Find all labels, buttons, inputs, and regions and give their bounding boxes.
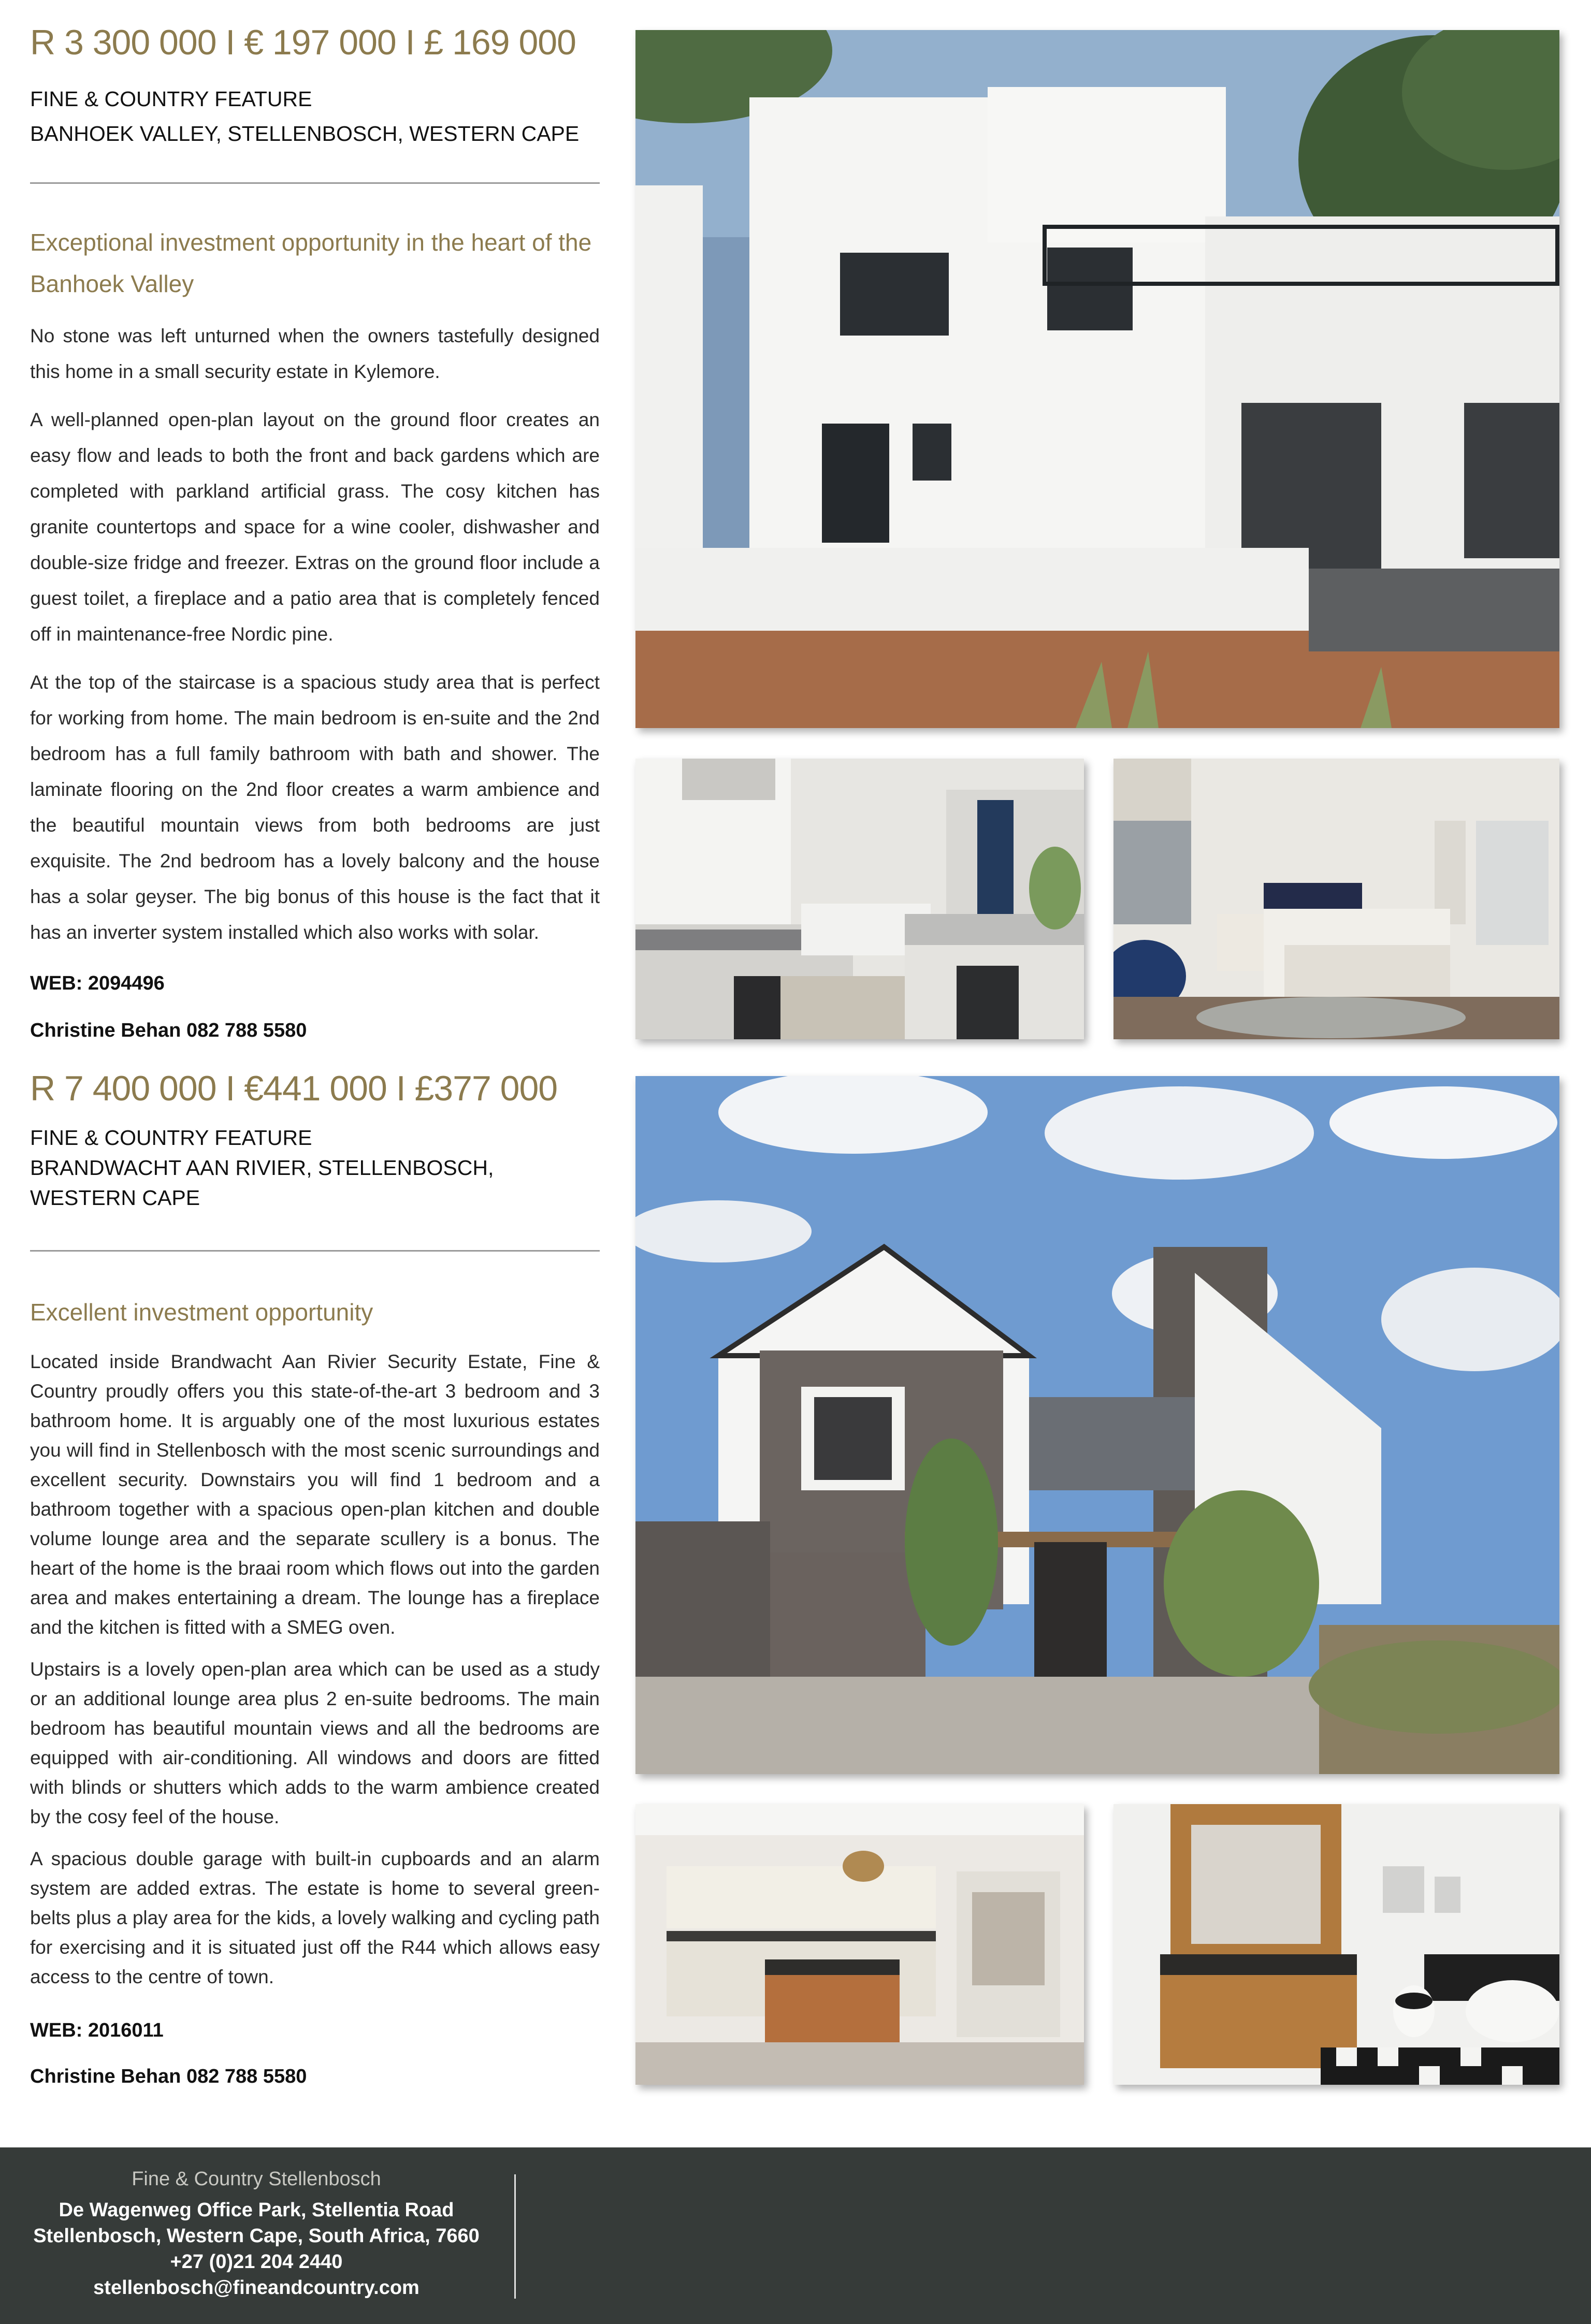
listing-2-location-line-2: WESTERN CAPE (30, 1186, 200, 1210)
listing-1-kitchen-photo (635, 759, 1084, 1039)
listing-1-web-ref: WEB: 2094496 (30, 972, 165, 994)
listing-2-exterior-photo (635, 1076, 1559, 1774)
listing-2-bathroom-photo (1113, 1804, 1559, 2085)
footer (0, 2147, 1591, 2324)
listing-1-paragraph: A well-planned open-plan layout on the ground floor creates an easy flow and leads to both the front and back gardens which are completed with parkland artificial grass. The cosy kitchen has granite countertops and space for a wine cooler, dishwasher and double-size fridge and freezer. Extras on the ground floor include a guest toilet, a fireplace and a patio area that is completely fenced off in maintenance-free Nordic pine. (30, 409, 600, 645)
listing-1-description (30, 318, 600, 963)
listing-1-divider (30, 182, 600, 184)
footer-divider (514, 2174, 516, 2299)
footer-address-line-2: Stellenbosch, Western Cape, South Africa, 7660 (33, 2225, 480, 2247)
listing-2-paragraph: Located inside Brandwacht Aan Rivier Security Estate, Fine & Country proudly offers you this state-of-the-art 3 bedroom and 3 bathroom home. It is arguably one of the most luxurious estates you will find in Stellenbosch with the most scenic surroundings and excellent security. Downstairs you will find 1 bedroom and a bathroom together with a spacious open-plan kitchen and double volume lounge area and the separate scullery is a bonus. The heart of the home is the braai room which flows out into the garden area and makes entertaining a dream. The lounge has a fireplace and the kitchen is fitted with a SMEG oven. (30, 1351, 600, 1638)
listing-2-web-ref: WEB: 2016011 (30, 2020, 164, 2041)
listing-2-price: R 7 400 000 I €441 000 I £377 000 (30, 1069, 558, 1108)
listing-1-price: R 3 300 000 I € 197 000 I £ 169 000 (30, 23, 576, 62)
listing-2-divider (30, 1250, 600, 1252)
footer-phone[interactable]: +27 (0)21 204 2440 (170, 2251, 343, 2273)
listing-1-bedroom-photo (1113, 759, 1559, 1039)
listing-2-location-line-1: BRANDWACHT AAN RIVIER, STELLENBOSCH, (30, 1156, 494, 1180)
listing-1-agent-contact: Christine Behan 082 788 5580 (30, 1020, 307, 1041)
listing-2-feature-label: FINE & COUNTRY FEATURE (30, 1126, 312, 1150)
listing-1-heading: Exceptional investment opportunity in the heart of the Banhoek Valley (30, 229, 592, 297)
listing-2-kitchen-photo (635, 1804, 1084, 2085)
listing-2-description (30, 1347, 600, 2004)
listing-1-paragraph: No stone was left unturned when the owners tastefully designed this home in a small security estate in Kylemore. (30, 325, 600, 382)
listing-1-paragraph: At the top of the staircase is a spacious study area that is perfect for working from home. The main bedroom is en-suite and the 2nd bedroom has a full family bathroom with bath and shower. The laminate flooring on the 2nd floor creates a warm ambience and the beautiful mountain views from both bedrooms are just exquisite. The 2nd bedroom has a lovely balcony and the house has a solar geyser. The big bonus of this house is the fact that it has an inverter system installed which also works with solar. (30, 672, 600, 943)
footer-email[interactable]: stellenbosch@fineandcountry.com (93, 2277, 420, 2299)
listing-1-exterior-photo (635, 30, 1559, 728)
listing-1-feature-label: FINE & COUNTRY FEATURE (30, 87, 312, 111)
listing-2-agent-contact: Christine Behan 082 788 5580 (30, 2066, 307, 2087)
listing-1-location: BANHOEK VALLEY, STELLENBOSCH, WESTERN CAPE (30, 122, 580, 146)
listing-2-paragraph: Upstairs is a lovely open-plan area which can be used as a study or an additional lounge area plus 2 en-suite bedrooms. The main bedroom has beautiful mountain views and all the bedrooms are equipped with air-conditioning. All windows and doors are fitted with blinds or shutters which adds to the warm ambience created by the cosy feel of the house. (30, 1659, 600, 1827)
listing-2-paragraph: A spacious double garage with built-in cupboards and an alarm system are added extras. The estate is home to several green-belts plus a play area for the kids, a lovely walking and cycling path for exercising and it is situated just off the R44 which allows easy access to the centre of town. (30, 1848, 600, 1987)
footer-brand: Fine & Country Stellenbosch (132, 2168, 381, 2190)
listing-2-heading: Excellent investment opportunity (30, 1299, 373, 1326)
footer-address-line-1: De Wagenweg Office Park, Stellentia Road (59, 2199, 454, 2221)
